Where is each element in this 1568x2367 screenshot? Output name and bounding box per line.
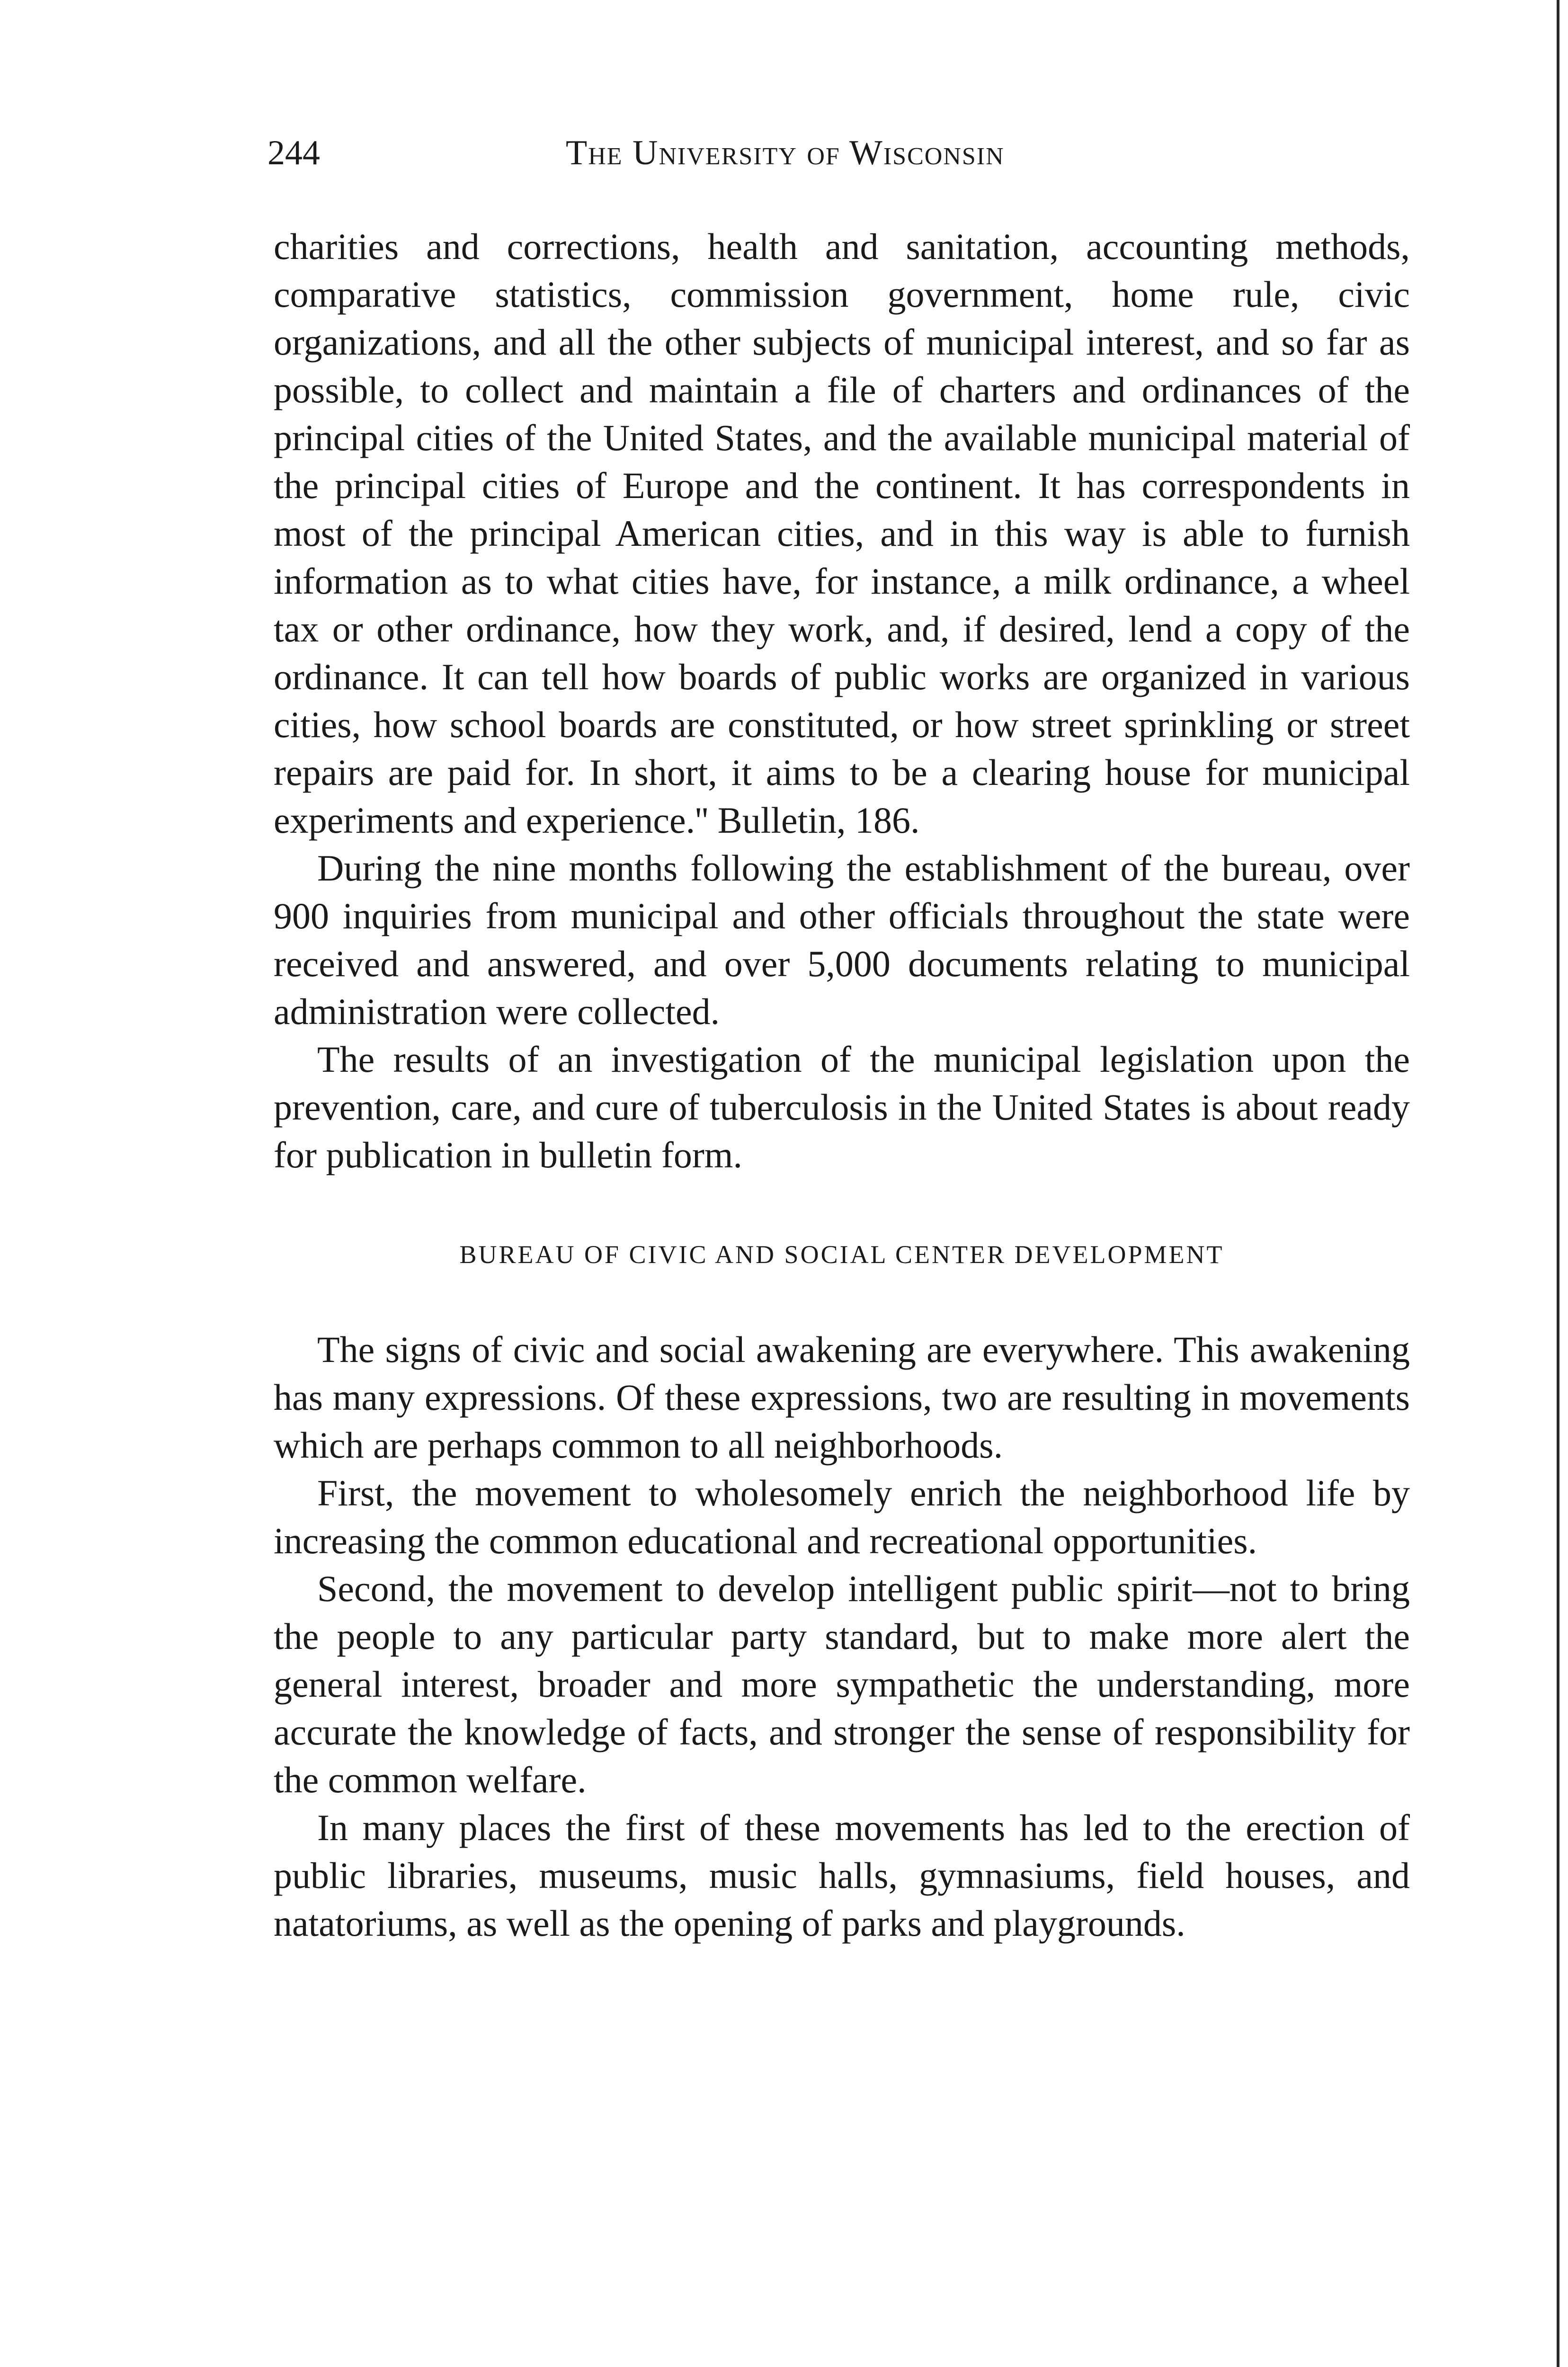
running-head: The University of Wisconsin — [566, 133, 1005, 172]
page-number: 244 — [267, 133, 320, 172]
section-heading: BUREAU OF CIVIC AND SOCIAL CENTER DEVELOPMENT — [459, 1240, 1224, 1269]
paragraph-tuberculosis: The results of an investigation of the municipal legislation upon the prevention, care, and cure of tuberculosis in the United States is about ready for publication in bulletin form. — [274, 1039, 1410, 1175]
paragraph-inquiries: During the nine months following the establishment of the bureau, over 900 inquiries from municipal and other officials throughout the state were received and answered, and over 5,000 documents relating to municipal administration were collected. — [274, 847, 1410, 1032]
paragraph-public-buildings: In many places the first of these movements has led to the erection of public libraries, museums, music halls, gymnasiums, field houses, and natatoriums, as well as the opening of parks and playgrounds. — [274, 1807, 1410, 1944]
paragraph-awakening: The signs of civic and social awakening are everywhere. This awakening has many expressions. Of these expressions, two are resulting in movements which are perhaps common to all neighborhoods. — [274, 1329, 1410, 1466]
page-edge-border — [1557, 0, 1559, 2367]
paragraph-second-movement: Second, the movement to develop intelligent public spirit—not to bring the people to any particular party standard, but to make more alert the general interest, broader and more sympathetic the understanding, more accurate the knowledge of facts, and stronger the sense of responsibility for the common welfare. — [274, 1568, 1410, 1800]
paragraph-continued: charities and corrections, health and sanitation, accounting methods, comparative statistics, commission government, home rule, civic organizations, and all the other subjects of municipal interest, and so far as possible, to collect and maintain a file of charters and ordinances of the principal cities of the United States, and the available municipal material of the principal cities of Europe and the continent. It has correspondents in most of the principal American cities, and in this way is able to furnish information as to what cities have, for instance, a milk ordinance, a wheel tax or other ordinance, how they work, and, if desired, lend a copy of the ordinance. It can tell how boards of public works are organized in various cities, how school boards are constituted, or how street sprinkling or street repairs are paid for. In short, it aims to be a clearing house for municipal experiments and experience.'' Bulletin, 186. — [274, 226, 1410, 841]
page-header — [267, 127, 1309, 179]
paragraph-first-movement: First, the movement to wholesomely enrich the neighborhood life by increasing the common educational and recreational opportunities. — [274, 1472, 1410, 1561]
page-body — [274, 222, 1410, 1947]
